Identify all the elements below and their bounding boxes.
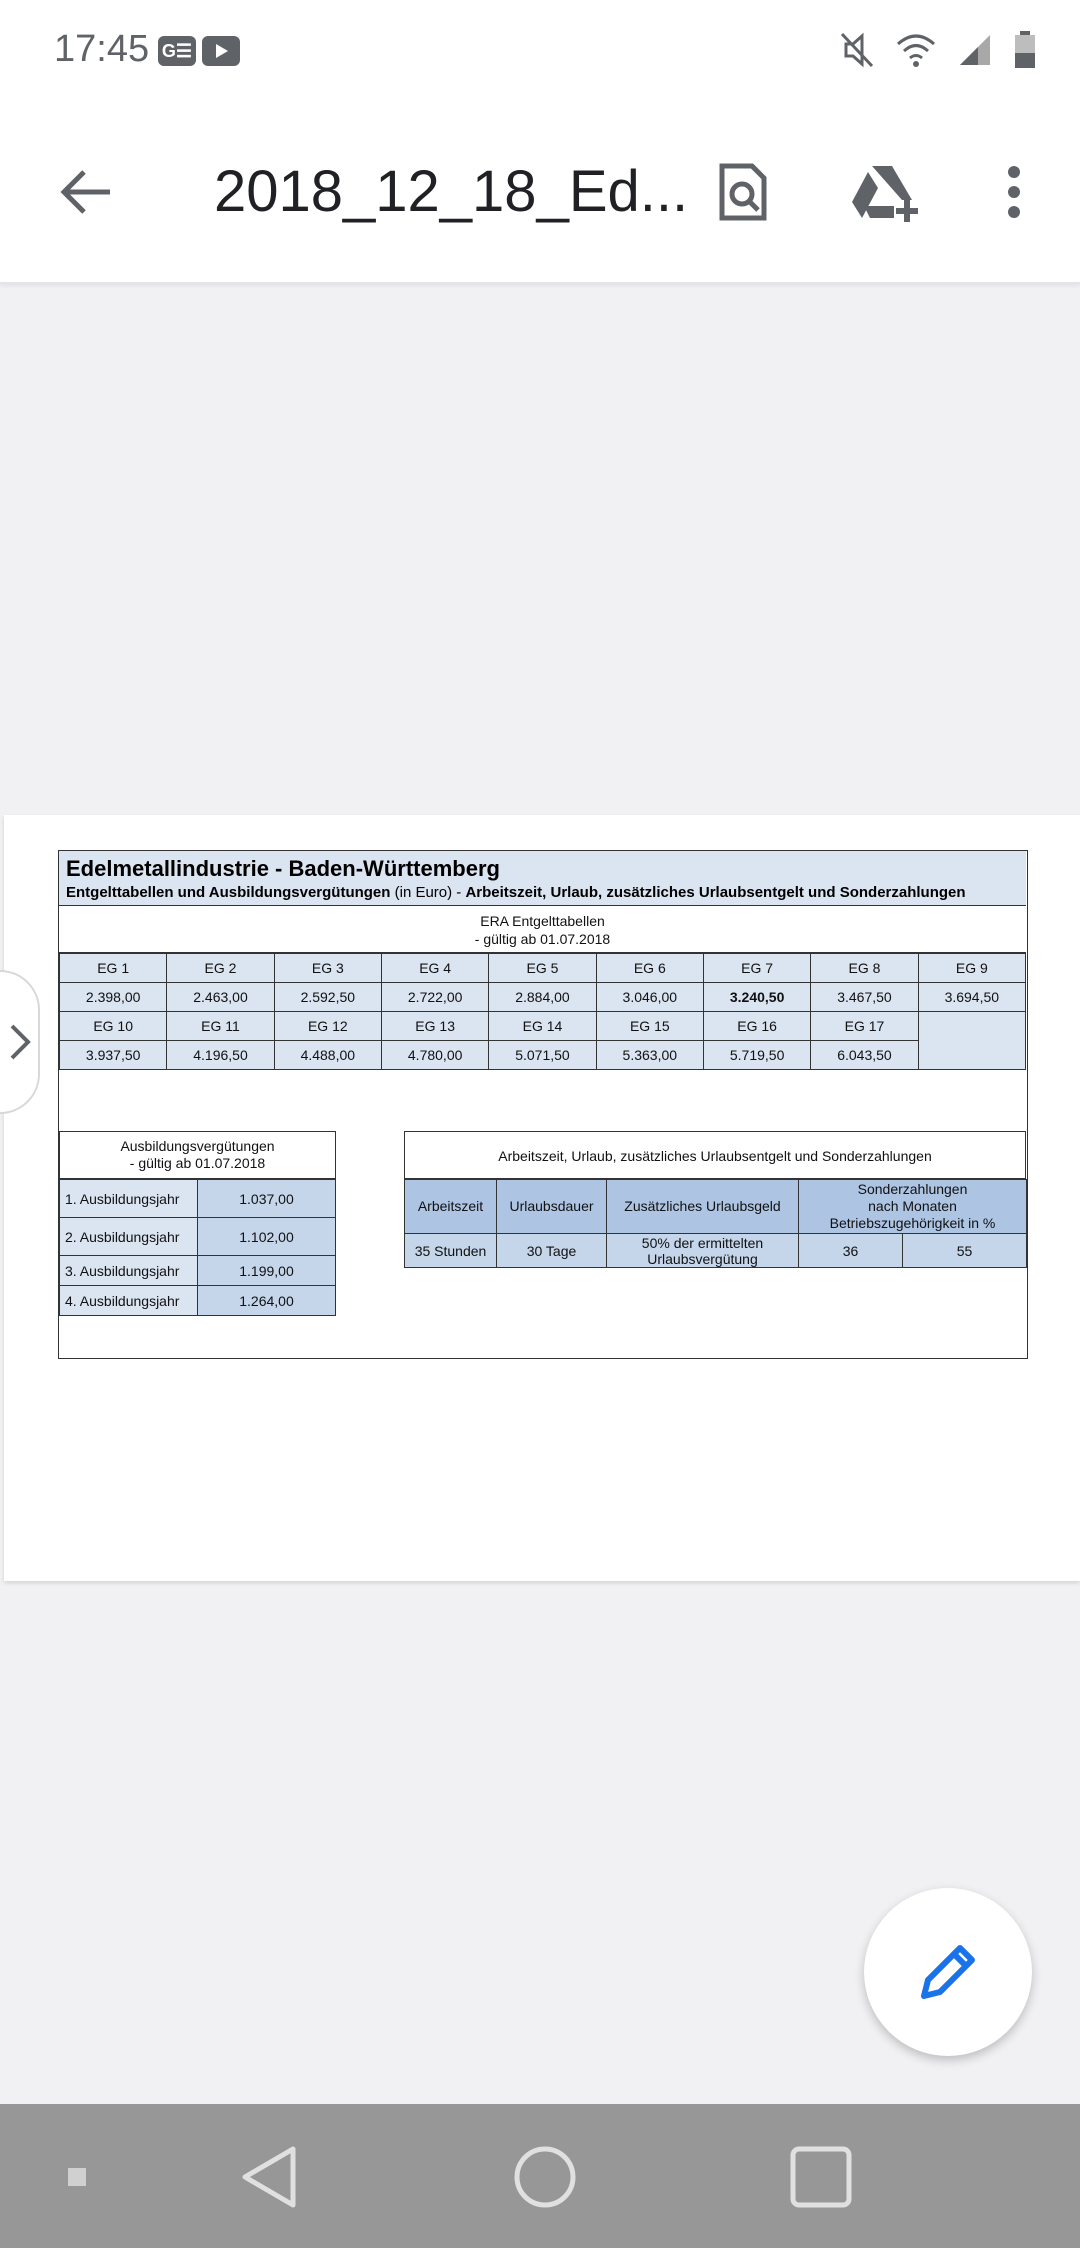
arbeitszeit-caption: Arbeitszeit, Urlaub, zusätzliches Urlaubsentgelt und Sonderzahlungen bbox=[404, 1131, 1026, 1179]
eg-value-cell: 2.884,00 bbox=[489, 983, 596, 1012]
ausbildung-section bbox=[59, 1131, 336, 1316]
find-in-document-button[interactable] bbox=[704, 152, 784, 232]
table-row bbox=[60, 954, 1026, 983]
eg-value-cell: 2.722,00 bbox=[381, 983, 488, 1012]
eg-header-cell: EG 17 bbox=[811, 1012, 918, 1041]
status-icons bbox=[840, 30, 1036, 70]
edit-button[interactable] bbox=[864, 1888, 1032, 2056]
arbeitszeit-section bbox=[404, 1131, 1026, 1268]
table-row: 4. Ausbildungsjahr 1.264,00 bbox=[60, 1286, 336, 1316]
wifi-icon bbox=[896, 32, 936, 68]
eg-value-cell: 3.467,50 bbox=[811, 983, 918, 1012]
eg-header-cell: EG 1 bbox=[60, 954, 167, 983]
eg-value-cell: 3.937,50 bbox=[60, 1041, 167, 1070]
back-triangle-icon bbox=[239, 2145, 299, 2209]
search-in-document-icon bbox=[716, 162, 772, 222]
eg-header-cell: EG 7 bbox=[703, 954, 810, 983]
system-navigation-bar bbox=[0, 2104, 1080, 2248]
table-row bbox=[60, 1041, 1026, 1070]
eg-value-cell: 2.398,00 bbox=[60, 983, 167, 1012]
spreadsheet-content bbox=[58, 850, 1028, 1359]
eg-header-cell: EG 6 bbox=[596, 954, 703, 983]
eg-header-cell: EG 4 bbox=[381, 954, 488, 983]
chevron-right-icon[interactable] bbox=[6, 1022, 34, 1062]
more-vert-icon bbox=[1004, 164, 1024, 220]
eg-value-cell: 5.363,00 bbox=[596, 1041, 703, 1070]
eg-header-cell: EG 8 bbox=[811, 954, 918, 983]
eg-value-cell: 5.071,50 bbox=[489, 1041, 596, 1070]
eg-header-cell: EG 12 bbox=[274, 1012, 381, 1041]
table-row: 1. Ausbildungsjahr 1.037,00 bbox=[60, 1180, 336, 1218]
ausbildung-table bbox=[59, 1179, 336, 1316]
square-small-button[interactable] bbox=[32, 2132, 122, 2222]
eg-header-cell: EG 11 bbox=[167, 1012, 274, 1041]
battery-icon bbox=[1014, 31, 1036, 69]
mute-icon bbox=[840, 30, 874, 70]
table-row bbox=[60, 1012, 1026, 1041]
youtube-icon bbox=[202, 36, 240, 66]
eg-header-cell: EG 14 bbox=[489, 1012, 596, 1041]
eg-header-cell: EG 2 bbox=[167, 954, 274, 983]
add-to-drive-button[interactable] bbox=[846, 152, 926, 232]
more-options-button[interactable] bbox=[974, 152, 1054, 232]
eg-header-cell: EG 10 bbox=[60, 1012, 167, 1041]
square-small-icon bbox=[67, 2167, 87, 2187]
eg-value-cell: 3.046,00 bbox=[596, 983, 703, 1012]
table-row: 2. Ausbildungsjahr 1.102,00 bbox=[60, 1218, 336, 1256]
eg-value-cell: 4.488,00 bbox=[274, 1041, 381, 1070]
ausbildung-caption: Ausbildungsvergütungen - gültig ab 01.07.2018 bbox=[59, 1131, 336, 1179]
back-arrow-icon bbox=[60, 169, 112, 215]
home-circle-icon bbox=[513, 2145, 577, 2209]
eg-header-cell: EG 15 bbox=[596, 1012, 703, 1041]
back-button[interactable] bbox=[50, 156, 122, 228]
back-nav-button[interactable] bbox=[224, 2132, 314, 2222]
sheet-subtitle: Entgelttabellen und Ausbildungsvergütungen (in Euro) - Arbeitszeit, Urlaub, zusätzliches Urlaubsentgelt und Sonderzahlungen bbox=[66, 884, 966, 901]
sheet-header bbox=[59, 851, 1026, 906]
sonderzahlungen-header: Sonderzahlungen nach Monaten Betriebszugehörigkeit in % bbox=[799, 1180, 1027, 1234]
table-row: 3. Ausbildungsjahr 1.199,00 bbox=[60, 1256, 336, 1286]
eg-value-cell: 5.719,50 bbox=[703, 1041, 810, 1070]
empty-cell bbox=[918, 1012, 1025, 1070]
status-bar bbox=[0, 0, 1080, 100]
eg-value-cell: 2.463,00 bbox=[167, 983, 274, 1012]
eg-table bbox=[59, 953, 1026, 1070]
edit-pencil-icon bbox=[918, 1942, 978, 2002]
document-page[interactable] bbox=[4, 815, 1080, 1581]
recents-square-icon bbox=[789, 2145, 853, 2209]
recents-nav-button[interactable] bbox=[776, 2132, 866, 2222]
sheet-title: Edelmetallindustrie - Baden-Württemberg bbox=[66, 856, 500, 881]
eg-value-cell: 4.780,00 bbox=[381, 1041, 488, 1070]
eg-header-cell: EG 9 bbox=[918, 954, 1025, 983]
eg-header-cell: EG 16 bbox=[703, 1012, 810, 1041]
eg-header-cell: EG 3 bbox=[274, 954, 381, 983]
app-bar bbox=[0, 100, 1080, 284]
eg-value-cell: 2.592,50 bbox=[274, 983, 381, 1012]
signal-icon bbox=[958, 33, 992, 67]
document-title: 2018_12_18_Ed... bbox=[214, 159, 689, 224]
home-nav-button[interactable] bbox=[500, 2132, 590, 2222]
eg-value-cell: 4.196,50 bbox=[167, 1041, 274, 1070]
status-time: 17:45 bbox=[54, 28, 150, 70]
eg-header-cell: EG 5 bbox=[489, 954, 596, 983]
eg-value-cell: 6.043,50 bbox=[811, 1041, 918, 1070]
eg-value-cell: 3.694,50 bbox=[918, 983, 1025, 1012]
era-caption: ERA Entgelttabellen - gültig ab 01.07.2018 bbox=[59, 906, 1026, 953]
table-row: 35 Stunden 30 Tage 50% der ermittelten Urlaubsvergütung 36 55 bbox=[405, 1234, 1027, 1268]
notification-badge-icon: G☰ bbox=[158, 36, 196, 66]
table-row bbox=[60, 983, 1026, 1012]
table-header-row: Arbeitszeit Urlaubsdauer Zusätzliches Urlaubsgeld Sonderzahlungen nach Monaten Betriebszugehörigkeit in % bbox=[405, 1180, 1027, 1234]
eg-value-cell: 3.240,50 bbox=[703, 983, 810, 1012]
eg-header-cell: EG 13 bbox=[381, 1012, 488, 1041]
arbeitszeit-table bbox=[404, 1179, 1027, 1268]
add-to-drive-icon bbox=[850, 162, 922, 222]
